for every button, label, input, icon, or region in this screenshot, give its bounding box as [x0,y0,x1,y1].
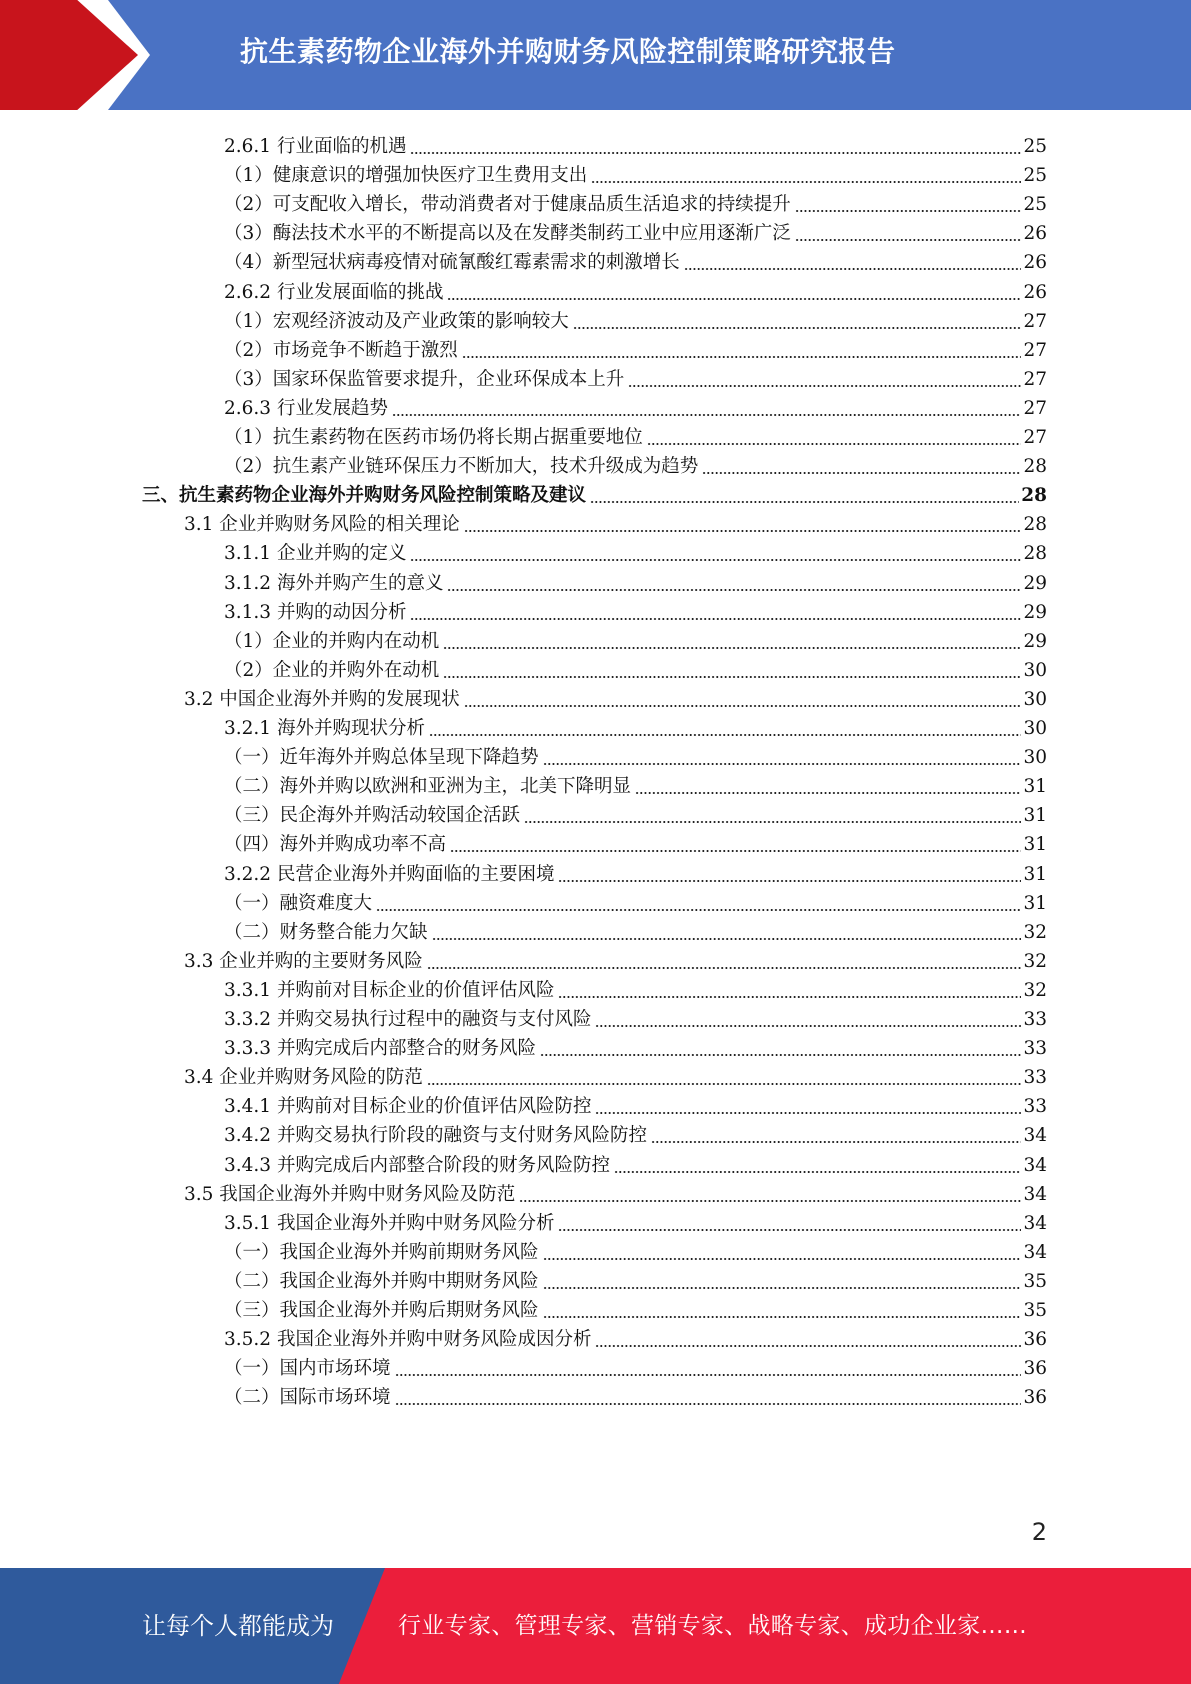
toc-dot-leader [595,1345,1021,1347]
toc-entry-page: 30 [1023,718,1047,739]
toc-entry-page: 31 [1023,834,1047,856]
toc-entry-page: 34 [1023,1212,1047,1234]
toc-dot-leader [410,559,1021,561]
toc-entry-page: 27 [1023,310,1047,332]
toc-entry-title: （4）新型冠状病毒疫情对硫氰酸红霉素需求的刺激增长 [224,252,680,274]
toc-entry[interactable] [224,419,1047,450]
toc-entry-page: 29 [1023,572,1047,594]
toc-entry-title: （2）企业的并购外在动机 [224,659,440,681]
toc-entry[interactable] [224,244,1047,275]
toc-entry[interactable] [224,303,1047,334]
toc-dot-leader [427,967,1022,969]
toc-entry-page: 28 [1023,543,1047,565]
toc-entry-page: 32 [1023,921,1047,943]
toc-entry[interactable] [184,681,1047,712]
toc-entry[interactable] [224,1292,1047,1323]
toc-entry-page: 31 [1023,892,1047,914]
toc-dot-leader [647,443,1022,445]
toc-entry-title: 3.3 企业并购的主要财务风险 [184,950,423,972]
toc-entry-title: 3.5.1 我国企业海外并购中财务风险分析 [224,1212,555,1234]
toc-dot-leader [395,1374,1022,1376]
toc-entry[interactable] [224,1088,1047,1119]
toc-dot-leader [628,385,1021,387]
toc-dot-leader [464,705,1022,707]
toc-entry-title: 2.6.1 行业面临的机遇 [224,136,407,157]
toc-entry-page: 29 [1023,630,1047,652]
toc-entry-title: （3）国家环保监管要求提升，企业环保成本上升 [224,368,625,390]
toc-dot-leader [432,938,1022,940]
toc-entry[interactable] [224,1030,1047,1061]
toc-entry-title: （一）我国企业海外并购前期财务风险 [224,1241,539,1263]
toc-entry-title: 3.2 中国企业海外并购的发展现状 [184,688,460,710]
toc-entry-title: 3.1.3 并购的动因分析 [224,601,407,623]
toc-entry[interactable] [224,332,1047,363]
toc-entry-title: 3.5.2 我国企业海外并购中财务风险成因分析 [224,1329,592,1351]
toc-dot-leader [591,181,1021,183]
toc-entry-title: （二）国际市场环境 [224,1387,391,1409]
toc-dot-leader [651,1141,1021,1143]
toc-entry-page: 35 [1023,1300,1047,1321]
toc-dot-leader [595,1025,1021,1027]
toc-entry[interactable] [224,652,1047,683]
toc-entry[interactable] [224,186,1047,217]
toc-dot-leader [450,850,1021,852]
toc-entry-page: 36 [1023,1358,1047,1380]
toc-entry-page: 33 [1023,1067,1047,1089]
toc-entry-page: 28 [1023,456,1047,478]
toc-entry-title: （二）我国企业海外并购中期财务风险 [224,1270,539,1292]
toc-entry-page: 25 [1023,165,1047,187]
toc-entry[interactable] [224,361,1047,392]
toc-dot-leader [410,618,1021,620]
toc-entry-title: 3.5 我国企业海外并购中财务风险及防范 [184,1183,516,1205]
toc-entry-page: 33 [1023,1038,1047,1060]
toc-entry-title: （1）健康意识的增强加快医疗卫生费用支出 [224,165,588,187]
toc-entry-title: 3.1 企业并购财务风险的相关理论 [184,514,460,536]
footer-slogan-left: 让每个人都能成为 [142,1612,334,1640]
toc-entry[interactable] [224,826,1047,857]
toc-entry-page: 31 [1023,776,1047,798]
toc-entry-title: （二）财务整合能力欠缺 [224,921,428,943]
toc-entry-title: 2.6.2 行业发展面临的挑战 [224,281,444,303]
toc-entry-title: （一）国内市场环境 [224,1358,391,1380]
toc-dot-leader [795,239,1022,241]
toc-entry-page: 30 [1023,659,1047,681]
toc-entry-title: 3.4.1 并购前对目标企业的价值评估风险防控 [224,1096,592,1118]
toc-entry-title: 3.3.2 并购交易执行过程中的融资与支付风险 [224,1009,592,1030]
toc-entry[interactable] [224,710,1047,741]
toc-entry-title: （2）市场竞争不断趋于激烈 [224,339,458,361]
toc-entry[interactable] [224,1117,1047,1148]
report-title: 抗生素药物企业海外并购财务风险控制策略研究报告 [240,35,896,68]
toc-entry[interactable] [224,1001,1047,1032]
toc-entry[interactable] [224,1234,1047,1265]
toc-dot-leader [443,647,1021,649]
toc-entry-page: 34 [1023,1241,1047,1263]
toc-dot-leader [464,530,1022,532]
toc-entry-title: （三）我国企业海外并购后期财务风险 [224,1300,539,1321]
toc-entry[interactable] [224,594,1047,625]
toc-entry[interactable] [224,390,1047,421]
toc-entry[interactable] [224,768,1047,799]
toc-entry-title: （一）融资难度大 [224,892,373,914]
toc-entry-page: 32 [1023,950,1047,972]
toc-entry-page: 27 [1023,368,1047,390]
toc-dot-leader [443,676,1021,678]
toc-dot-leader [540,1054,1021,1056]
toc-entry[interactable] [184,1059,1047,1090]
toc-entry-page: 31 [1023,805,1047,827]
toc-entry-page: 27 [1023,397,1047,419]
toc-entry-title: 3.1.2 海外并购产生的意义 [224,572,444,594]
toc-entry-page: 25 [1023,136,1047,157]
toc-dot-leader [447,298,1021,300]
toc-entry[interactable] [224,565,1047,596]
toc-dot-leader [543,763,1022,765]
toc-entry-page: 31 [1023,863,1047,885]
toc-entry[interactable] [224,1205,1047,1236]
toc-entry-title: 3.4.3 并购完成后内部整合阶段的财务风险防控 [224,1154,610,1176]
toc-entry[interactable] [224,535,1047,566]
toc-dot-leader [590,501,1019,503]
toc-entry-title: 3.3.3 并购完成后内部整合的财务风险 [224,1038,536,1060]
header-band [0,0,1191,110]
toc-entry-page: 30 [1023,688,1047,710]
toc-entry[interactable] [224,1263,1047,1294]
toc-dot-leader [684,268,1022,270]
toc-dot-leader [702,472,1021,474]
toc-entry[interactable] [224,1147,1047,1178]
footer-slogan-right: 行业专家、管理专家、营销专家、战略专家、成功企业家…… [398,1613,1028,1639]
toc-entry-title: 3.3.1 并购前对目标企业的价值评估风险 [224,979,555,1001]
toc-entry[interactable] [224,797,1047,828]
toc-entry-page: 25 [1023,194,1047,216]
toc-dot-leader [573,327,1022,329]
toc-entry[interactable] [224,623,1047,654]
page-number: 2 [1031,1518,1047,1546]
toc-dot-leader [595,1112,1021,1114]
toc-entry[interactable] [224,128,1047,159]
toc-entry-page: 27 [1023,339,1047,361]
toc-entry[interactable] [224,274,1047,305]
toc-dot-leader [558,996,1021,998]
toc-dot-leader [376,909,1021,911]
toc-entry[interactable] [224,914,1047,945]
toc-dot-leader [543,1258,1022,1260]
toc-entry[interactable] [224,739,1047,770]
toc-entry-title: （三）民企海外并购活动较国企活跃 [224,805,521,827]
toc-entry[interactable] [224,885,1047,916]
toc-entry-title: 3.2.1 海外并购现状分析 [224,718,425,739]
toc-entry-page: 36 [1023,1387,1047,1409]
toc-entry-title: （2）抗生素产业链环保压力不断加大，技术升级成为趋势 [224,456,699,478]
toc-entry-title: 3.1.1 企业并购的定义 [224,543,407,565]
toc-dot-leader [635,792,1021,794]
toc-entry-title: （四）海外并购成功率不高 [224,834,447,856]
toc-dot-leader [519,1200,1021,1202]
toc-dot-leader [524,821,1021,823]
toc-entry-page: 27 [1023,427,1047,448]
toc-entry[interactable] [224,1350,1047,1381]
toc-entry[interactable] [142,477,1047,508]
toc-entry-title: 3.2.2 民营企业海外并购面临的主要困境 [224,863,555,885]
toc-dot-leader [614,1171,1021,1173]
footer-band [0,1568,1191,1684]
toc-entry-title: （一）近年海外并购总体呈现下降趋势 [224,747,539,769]
toc-entry[interactable] [224,448,1047,479]
toc-dot-leader [795,210,1022,212]
toc-entry-page: 28 [1023,514,1047,536]
toc-dot-leader [543,1287,1022,1289]
toc-entry-title: 3.4 企业并购财务风险的防范 [184,1067,423,1089]
toc-entry-title: 3.4.2 并购交易执行阶段的融资与支付财务风险防控 [224,1125,647,1147]
toc-entry[interactable] [224,1321,1047,1352]
toc-entry-page: 33 [1023,1009,1047,1030]
toc-entry-title: 三、抗生素药物企业海外并购财务风险控制策略及建议 [142,485,587,507]
toc-entry-title: （1）企业的并购内在动机 [224,630,440,652]
toc-dot-leader [427,1083,1022,1085]
toc-dot-leader [395,1403,1022,1405]
toc-entry-page: 36 [1023,1329,1047,1351]
toc-dot-leader [543,1316,1022,1318]
toc-entry-page: 26 [1023,252,1047,274]
toc-entry-title: （1）抗生素药物在医药市场仍将长期占据重要地位 [224,427,643,448]
toc-entry-page: 28 [1021,485,1047,507]
toc-dot-leader [429,734,1021,736]
toc-entry-title: （二）海外并购以欧洲和亚洲为主，北美下降明显 [224,776,632,798]
toc-dot-leader [558,880,1021,882]
toc-entry-page: 33 [1023,1096,1047,1118]
toc-entry-page: 32 [1023,979,1047,1001]
toc-entry-page: 34 [1023,1183,1047,1205]
toc-dot-leader [447,589,1021,591]
toc-dot-leader [462,356,1022,358]
toc-entry[interactable] [224,215,1047,246]
toc-entry[interactable] [224,1379,1047,1410]
toc-entry-page: 29 [1023,601,1047,623]
toc-dot-leader [558,1229,1021,1231]
toc-entry[interactable] [184,943,1047,974]
toc-entry[interactable] [184,506,1047,537]
toc-entry-title: 2.6.3 行业发展趋势 [224,397,388,419]
toc-entry-page: 26 [1023,281,1047,303]
toc-entry[interactable] [224,856,1047,887]
toc-entry-page: 30 [1023,747,1047,769]
toc-entry-title: （2）可支配收入增长，带动消费者对于健康品质生活追求的持续提升 [224,194,791,216]
toc-entry-page: 35 [1023,1270,1047,1292]
toc-entry[interactable] [224,157,1047,188]
toc-entry-title: （3）酶法技术水平的不断提高以及在发酵类制药工业中应用逐渐广泛 [224,223,791,245]
toc-dot-leader [410,152,1021,154]
toc-dot-leader [392,414,1021,416]
toc-entry-page: 26 [1023,223,1047,245]
toc-entry-title: （1）宏观经济波动及产业政策的影响较大 [224,310,569,332]
toc-entry-page: 34 [1023,1154,1047,1176]
toc-entry-page: 34 [1023,1125,1047,1147]
toc-entry[interactable] [224,972,1047,1003]
toc-entry[interactable] [184,1176,1047,1207]
